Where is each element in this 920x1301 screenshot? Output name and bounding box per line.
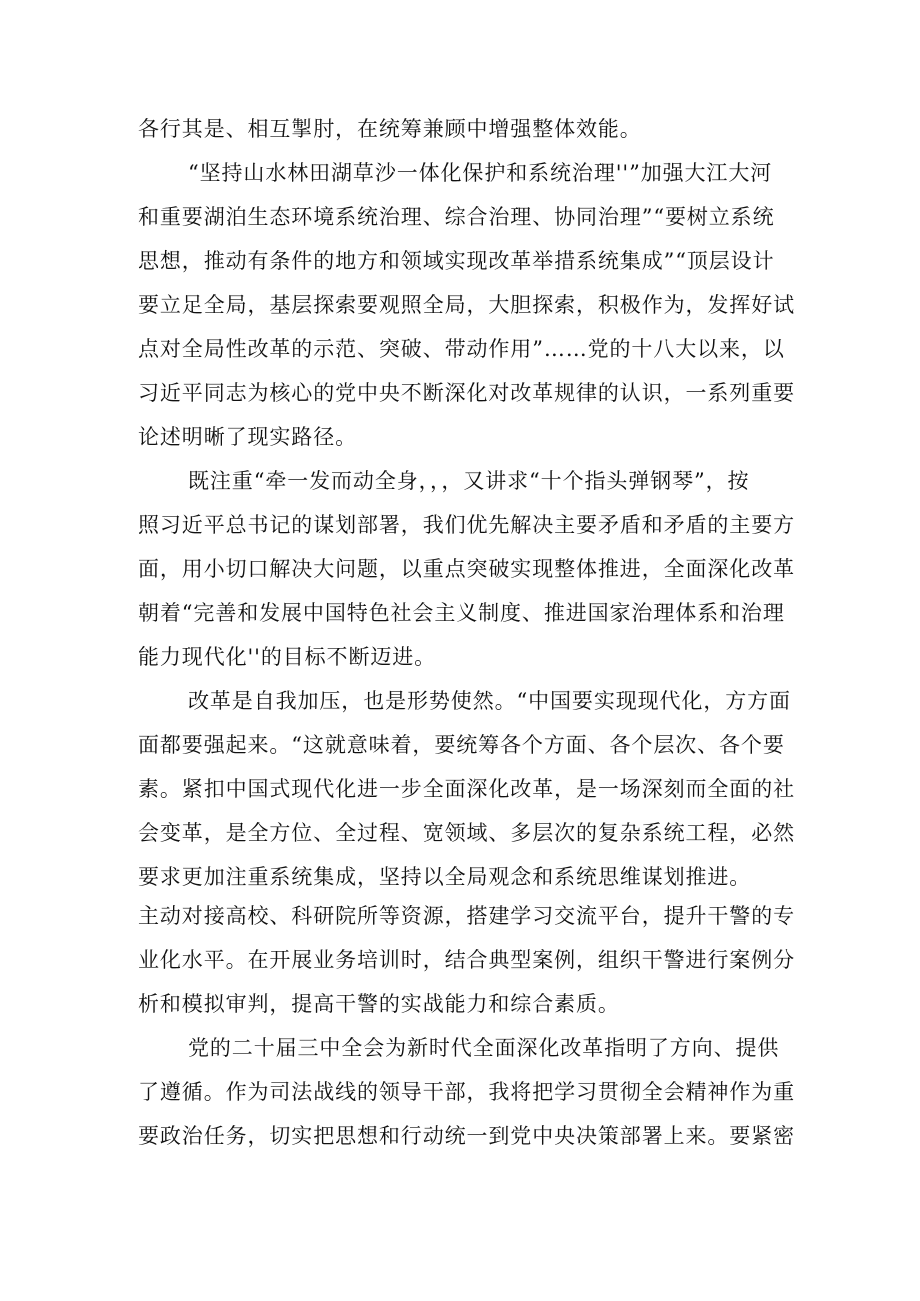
- text-line: 主动对接高校、科研院所等资源，搭建学习交流平台，提升干警的专: [138, 904, 795, 928]
- text-line: 点对全局性改革的示范、突破、带动作用”……党的十八大以来，以: [138, 337, 785, 361]
- text-line: 照习近平总书记的谋划部署，我们优先解决主要矛盾和矛盾的主要方: [138, 513, 795, 537]
- text-line: 习近平同志为核心的党中央不断深化对改革规律的认识，一系列重要: [138, 381, 795, 405]
- text-line: 面都要强起来。“这就意味着，要统筹各个方面、各个层次、各个要: [138, 733, 785, 757]
- text-line: 能力现代化''的目标不断迈进。: [138, 645, 437, 669]
- text-line: 党的二十届三中全会为新时代全面深化改革指明了方向、提供: [188, 1036, 780, 1060]
- text-line: “坚持山水林田湖草沙一体化保护和系统治理''”加强大江大河: [188, 161, 773, 185]
- text-line: 面，用小切口解决大问题，以重点突破实现整体推进，全面深化改革: [138, 557, 795, 581]
- text-line: 各行其是、相互掣肘，在统筹兼顾中增强整体效能。: [138, 117, 642, 141]
- text-line: 既注重“牵一发而动全身，，，又讲求“十个指头弹钢琴”，按: [188, 469, 750, 493]
- text-line: 改革是自我加压，也是形势使然。“中国要实现现代化，方方面: [188, 689, 791, 713]
- text-line: 业化水平。在开展业务培训时，结合典型案例，组织干警进行案例分: [138, 948, 795, 972]
- text-line: 要立足全局，基层探索要观照全局，大胆探索，积极作为，发挥好试: [138, 293, 795, 317]
- text-line: 素。紧扣中国式现代化进一步全面深化改革，是一场深刻而全面的社: [138, 777, 795, 801]
- text-line: 析和模拟审判，提高干警的实战能力和综合素质。: [138, 992, 620, 1016]
- text-line: 要政治任务，切实把思想和行动统一到党中央决策部署上来。要紧密: [138, 1124, 795, 1148]
- text-line: 和重要湖泊生态环境系统治理、综合治理、协同治理”“要树立系统: [138, 205, 775, 229]
- text-line: 论述明晰了现实路径。: [138, 425, 357, 449]
- text-line: 要求更加注重系统集成，坚持以全局观念和系统思维谋划推进。: [138, 865, 752, 889]
- text-line: 思想，推动有条件的地方和领域实现改革举措系统集成”“顶层设计: [138, 249, 775, 273]
- text-line: 会变革，是全方位、全过程、宽领域、多层次的复杂系统工程，必然: [138, 821, 795, 845]
- text-line: 朝着“完善和发展中国特色社会主义制度、推进国家治理体系和治理: [138, 601, 785, 625]
- text-line: 了遵循。作为司法战线的领导干部，我将把学习贯彻全会精神作为重: [138, 1080, 795, 1104]
